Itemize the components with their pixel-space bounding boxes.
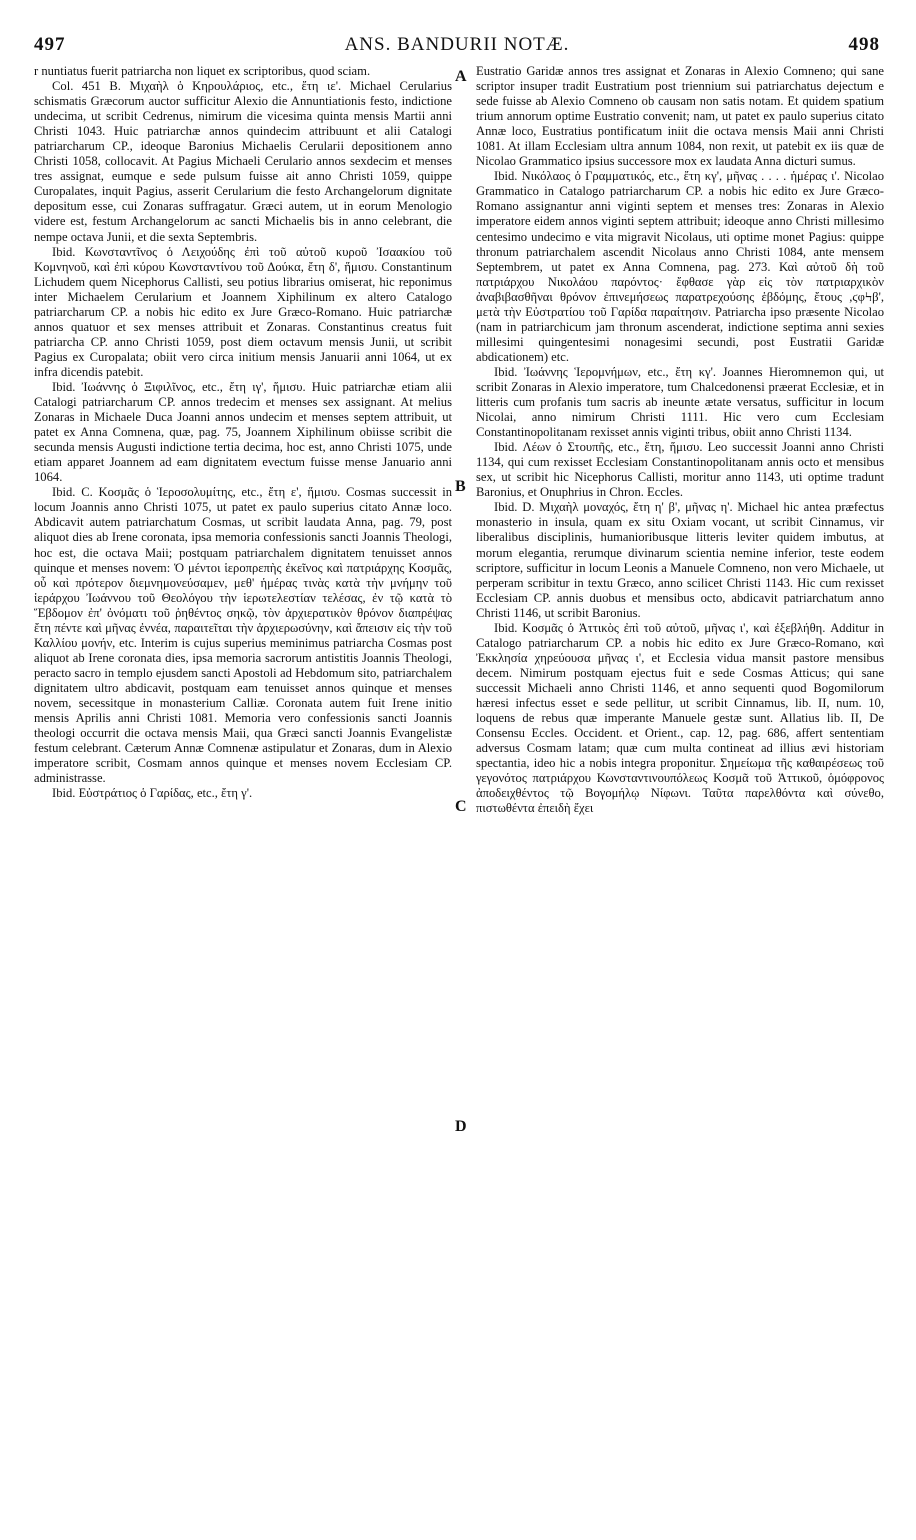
paragraph: Ibid. C. Κοσμᾶς ὁ Ἱεροσολυμίτης, etc., ἔτη ε', ἥμισυ. Cosmas successit in locum Joannis anno Christi 1075, ut patet ex paulo superius citato Annæ loco. Abdicavit autem patriarchatum Cosmas, ut scribit laudata Anna, pag. 79, post aliquot dies ab Irene coronata, ipsa memoria confessionis sancti Joannis Theologi, hoc est, die octava Maii; postquam patriarchalem dignitatem tenuisset annos quinque et menses novem: Ὁ μέντοι ἱεροπρεπὴς ἐκεῖνος καὶ πατριάρχης Κοσμᾶς, οὗ καὶ πρότερον διεμνημονεύσαμεν, μεθ' ἡμέρας τινὰς κατὰ τὴν μνήμην τοῦ ἱεράρχου Ἰωάννου τοῦ Θεολόγου τὴν ἱερωτελεστίαν τελέσας, ἐν τῷ κατὰ τὸ Ἕβδομον ἐπ' ὀνόματι τοῦ ῥηθέντος σηκῷ, τὸν ἀρχιερατικὸν θρόνον διαπρέψας ἔτη πέντε καὶ μῆνας ἐννέα, παραιτεῖται τὴν ἀρχιερωσύνην, καὶ ἄπεισιν εἰς τὴν τοῦ Καλλίου μονήν, etc. Interim is cujus superius meminimus patriarcha Cosmas post aliquot ab Irene coronata dies, ipsa memoria sacrorum antistitis Joannis Theologi, peracto sacro in templo ejusdem sancti Apostoli ad Hebdomum sito, patriarchalem dignitatem ultro abdicavit, postquam eam tenuisset annos quinque et menses novem, secessitque in monasterium Calliæ. Coronata autem fuit Irene initio mensis Aprilis anni Christi 1081. Memoria vero confessionis sancti Joannis theologi occurrit die octava mensis Maii, qua Græci sancti Joannis Evangelistæ festum celebrant. Cæterum Annæ Comnenæ astipulatur et Zonaras, dum in Alexio imperatore scribit, Cosmam annos quinque et menses novem Ecclesiam CP. administrasse.	[34, 485, 452, 786]
paragraph: Ibid. Λέων ὁ Στουπῆς, etc., ἔτη, ἥμισυ. Leo successit Joanni anno Christi 1134, qui cum rexisset Ecclesiam Constantinopolitanam annis octo et mensibus sex, ut scribit hic Nicephorus Callisti, moritur anno 1143, uti optime tradunt Baronius, et Onuphrius in Chron. Eccles.	[476, 440, 884, 500]
section-marker-c: C	[455, 798, 467, 815]
section-marker-d: D	[455, 1118, 467, 1135]
left-column	[34, 64, 452, 1534]
running-header	[34, 34, 880, 58]
section-marker-b: B	[455, 478, 466, 495]
paragraph: Ibid. Κοσμᾶς ὁ Ἀττικὸς ἐπὶ τοῦ αὐτοῦ, μῆνας ι', καὶ ἐξεβλήθη. Additur in Catalogo patriarcharum CP. a nobis hic edito ex Jure Græco-Romano, καὶ Ἐκκλησία χηρεύουσα μῆνας ι', et Ecclesia vidua mansit pastore mensibus decem. Nimirum postquam ejectus fuit e sede Cosmas Atticus; qui sane successit Michaeli anno Christi 1146, et anno sequenti quod Bogomilorum hæresi infectus esset e sede pellitur, ut scribit Cinnamus, lib. II, num. 10, loquens de rebus quæ imperante Manuele gestæ sunt. Allatius lib. II, De Consensu Eccles. Occident. et Orient., cap. 12, pag. 686, affert sententiam adversus Cosmam latam; quæ cum multa contineat ad illius ævi historiam spectantia, ideo hic a nobis integra proponitur. Σημείωμα τῆς καθαιρέσεως τοῦ γεγονότος πατριάρχου Κωνσταντινουπόλεως Κοσμᾶ τοῦ Ἀττικοῦ, ὁμόφρονος ἀποδειχθέντος τῷ Βογομήλῳ Νίφωνι. Ταῦτα παρελθόντα καὶ σύνεθο, πιστωθέντα ἐπειδὴ ἔχει	[476, 620, 884, 816]
section-marker-a: A	[455, 68, 467, 85]
paragraph: Ibid. D. Μιχαὴλ μοναχός, ἔτη η' β', μῆνας η'. Michael hic antea præfectus monasterio in insula, quam ex situ Oxiam vocant, ut scribit Cinnamus, vir liberalibus disciplinis, humanioribusque litteris leviter quidem imbutus, at morum elegantia, rerumque divinarum scientia nemine inferior, teste eodem scriptore, sufficitur in locum Leonis a Manuele Comneno, non vero Michaele, ut perperam scribitur in textu Græco, anno scilicet Christi 1143. Hic cum rexisset Ecclesiam CP. annis duobus et mensibus octo, abdicavit patriarchatum anno Christi 1146, ut scribit Baronius.	[476, 500, 884, 620]
paragraph: Col. 451 B. Μιχαὴλ ὁ Κηρουλάριος, etc., ἔτη ιε'. Michael Cerularius schismatis Græcorum auctor sufficitur Alexio die Annuntiationis festo, indictione undecima, ut scribit Cedrenus, nimirum die vicesima quinta mensis Martii anni Christi 1043. Huic patriarchæ annos quindecim attribuunt et alii Catalogi patriarcharum CP., ideoque Baronius Michaelis Cerularii depositionem anno Christi 1058, collocavit. At Pagius Michaeli Cerulario annos sexdecim et menses tres assignat, eumque e sede pulsum fuisse ait anno Christi 1059, quippe Curopalates, inquit Pagius, asserit Cerularium die festo Archangelorum dignitate depositum esse, cui Zonaras suffragatur. Græci autem, ut in eorum Menologio videre est, festum Archangelorum ac sancti Michaelis bis in anno celebrant, die nempe octava Junii, et die sexta Septembris.	[34, 79, 452, 244]
paragraph: Ibid. Ἰωάννης ὁ Ξιφιλῖνος, etc., ἔτη ιγ', ἥμισυ. Huic patriarchæ etiam alii Catalogi patriarcharum CP. annos tredecim et menses sex assignant. At melius Zonaras in Michaele Duca Joanni annos undecim et menses septem attribuit, ut patet ex Anna Comnena, quæ, pag. 75, Joannem Xiphilinum obiisse scribit die secunda mensis Augusti indictione tertia decima, hoc est, anno Christi 1075, unde etiam apparet Joannem ad eam dignitatem evectum fuisse mense Januario anni 1064.	[34, 379, 452, 485]
paragraph: Ibid. Εὐστράτιος ὁ Γαρίδας, etc., ἔτη γ'.	[52, 786, 253, 801]
paragraph: Ibid. Κωνσταντῖνος ὁ Λειχούδης ἐπὶ τοῦ αὐτοῦ κυροῦ Ἰσαακίου τοῦ Κομνηνοῦ, καὶ ἐπὶ κύρου Κωνσταντίνου τοῦ Δούκα, ἔτη δ', ἥμισυ. Constantinum Lichudem quem Nicephorus Callisti, seu potius librarius omiserat, hic reponimus inter Michaelem Cerularium et Joannem Xiphilinum ex altero Catalogo patriarcharum CP. a nobis hic edito ex Jure Græco-Romano. Huic patriarchæ annos quatuor et sex menses attribuit et Zonaras. Constantinus creatus fuit patriarcha CP. anno Christi 1059, post diem octavum mensis Junii, ut scribit Pagius ex Curopalata; obiit vero circa initium mensis Januarii anni 1064, ut ex infra dicendis patebit.	[34, 244, 452, 379]
running-title: ANS. BANDURII NOTÆ.	[344, 34, 570, 55]
paragraph: Ibid. Ἰωάννης Ἱερομνήμων, etc., ἔτη κγ'. Joannes Hieromnemon qui, ut scribit Zonaras in Alexio imperatore, tum Chalcedonensi præerat Ecclesiæ, et in litteris cum profanis tum sacris ab ineunte ætate versatus, sufficitur in locum Nicolai, anno nimirum Christi 1111. Hic vero cum Ecclesiam Constantinopolitanam rexisset annis viginti tribus, obiit anno Christi 1134.	[476, 364, 884, 440]
paragraph: Ibid. Νικόλαος ὁ Γραμματικός, etc., ἔτη κγ', μῆνας . . . . ἡμέρας ι'. Nicolao Grammatico in Catalogo patriarcharum CP. a nobis hic edito ex Jure Græco-Romano assignantur anni viginti septem et menses tres: Zonaras in Alexio imperatore eidem annos viginti septem attribuit; ideoque anno Christi millesimo centesimo undecimo e vita migravit Nicolaus, uti optime monet Pagius: quippe thronum patriarchalem ascendit Nicolaus anno Christi 1084, ante mensem Septembrem, ut patet ex Anna Comnena, pag. 273. Καὶ αὐτοῦ δὴ τοῦ πατριάρχου Νικολάου παρόντος· ἔφθασε γὰρ εἰς τὸν πατριαρχικὸν ἀναβιβασθῆναι θρόνον ἐπινεμήσεως παρατρεχούσης ἑβδόμης, ἔτους ,ϛφϞβ', μετὰ τὴν Εὐστρατίου τοῦ Γαρίδα παραίτησιν. Patriarcha ipso præsente Nicolao (nam in patriarchicum jam thronum ascenderat, indictione septima anni sexies millesimi quingentesimi nonagesimi secundi, post Eustratii Garidæ abdicationem) etc.	[476, 169, 884, 364]
page-number-left: 497	[34, 34, 66, 55]
page-number-right: 498	[848, 34, 880, 55]
right-column	[476, 64, 884, 1534]
paragraph: r nuntiatus fuerit patriarcha non liquet ex scriptoribus, quod sciam.	[34, 64, 371, 78]
paragraph: Eustratio Garidæ annos tres assignat et Zonaras in Alexio Comneno; qui sane scriptor insuper tradit Eustratium post triennium sui patriarchatus dejectum e sede fuisse ab Alexio Comneno ob causam non satis notam. Et quidem spatium trium annorum optime Eustratio convenit; nam, ut patet ex paulo superius citato Annæ loco, Eustratius pontificatum iniit die octava mensis Maii anni Christi 1081. At illam Ecclesiam ultra annum 1084, non rexit, ut patebit ex iis quæ de Nicolao Grammatico ipsius successore mox ex laudata Anna dicturi sumus.	[476, 64, 884, 169]
